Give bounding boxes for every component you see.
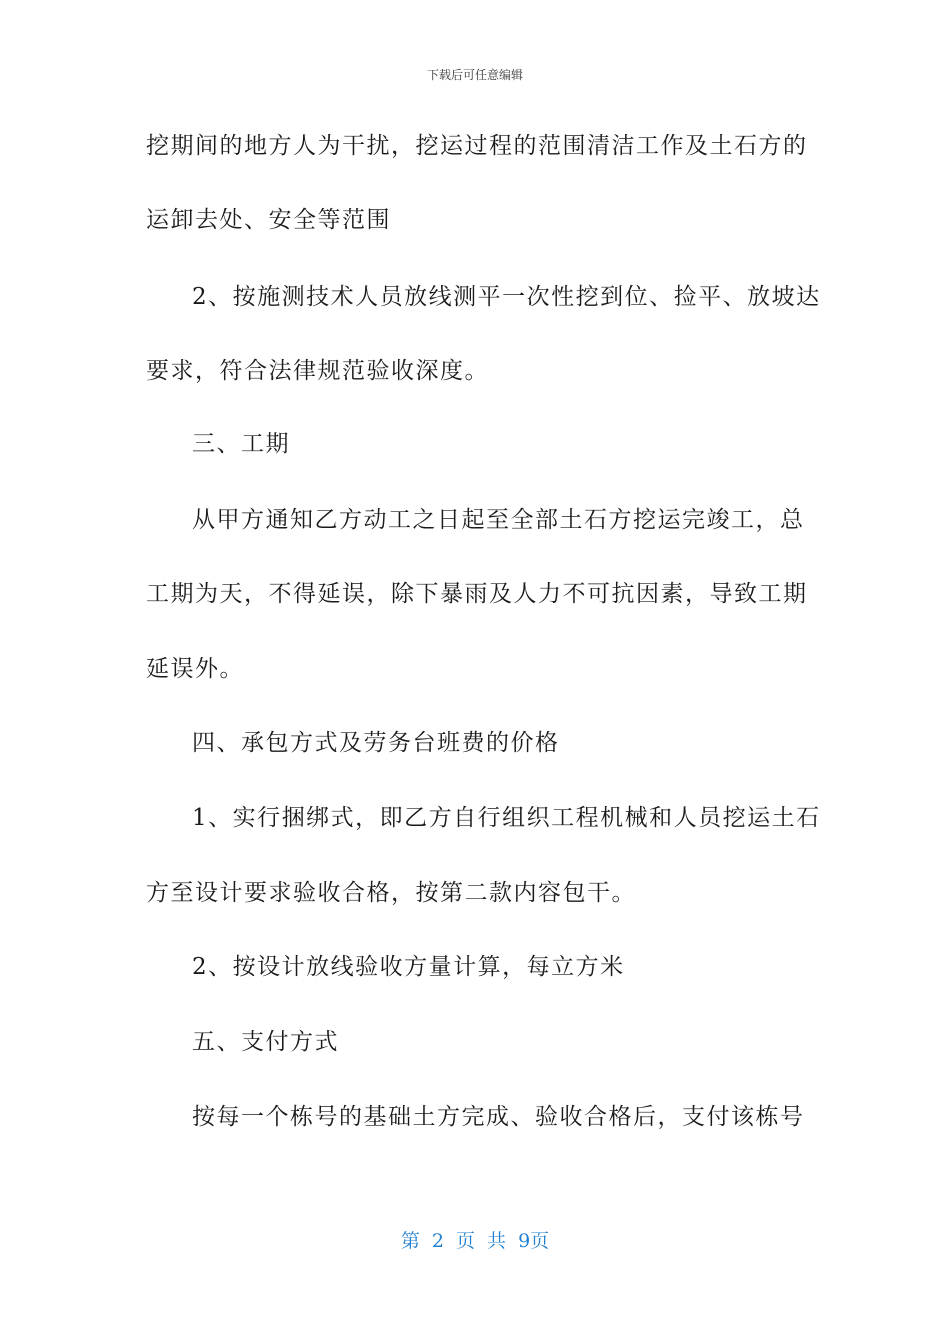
body-line: 运卸去处、安全等范围 <box>146 207 391 233</box>
body-line: 2、按施测技术人员放线测平一次性挖到位、捡平、放坡达 <box>192 284 821 310</box>
section-heading: 三、工期 <box>192 431 290 457</box>
body-line: 按每一个栋号的基础土方完成、验收合格后，支付该栋号 <box>192 1104 805 1130</box>
body-line: 要求，符合法律规范验收深度。 <box>146 358 489 384</box>
body-line: 工期为天，不得延误，除下暴雨及人力不可抗因素，导致工期 <box>146 581 808 607</box>
body-line: 2、按设计放线验收方量计算，每立方米 <box>192 954 625 980</box>
body-line: 从甲方通知乙方动工之日起至全部土石方挖运完竣工，总 <box>192 507 805 533</box>
section-heading: 四、承包方式及劳务台班费的价格 <box>192 730 560 756</box>
page-header-note: 下载后可任意编辑 <box>426 68 523 82</box>
body-line: 1、实行捆绑式，即乙方自行组织工程机械和人员挖运土石 <box>192 805 821 831</box>
body-line: 延误外。 <box>146 656 244 682</box>
body-line: 方至设计要求验收合格，按第二款内容包干。 <box>146 880 636 906</box>
body-line: 挖期间的地方人为干扰，挖运过程的范围清洁工作及土石方的 <box>146 133 808 159</box>
section-heading: 五、支付方式 <box>192 1029 339 1055</box>
page-number: 第 2 页 共 9页 <box>400 1230 550 1252</box>
